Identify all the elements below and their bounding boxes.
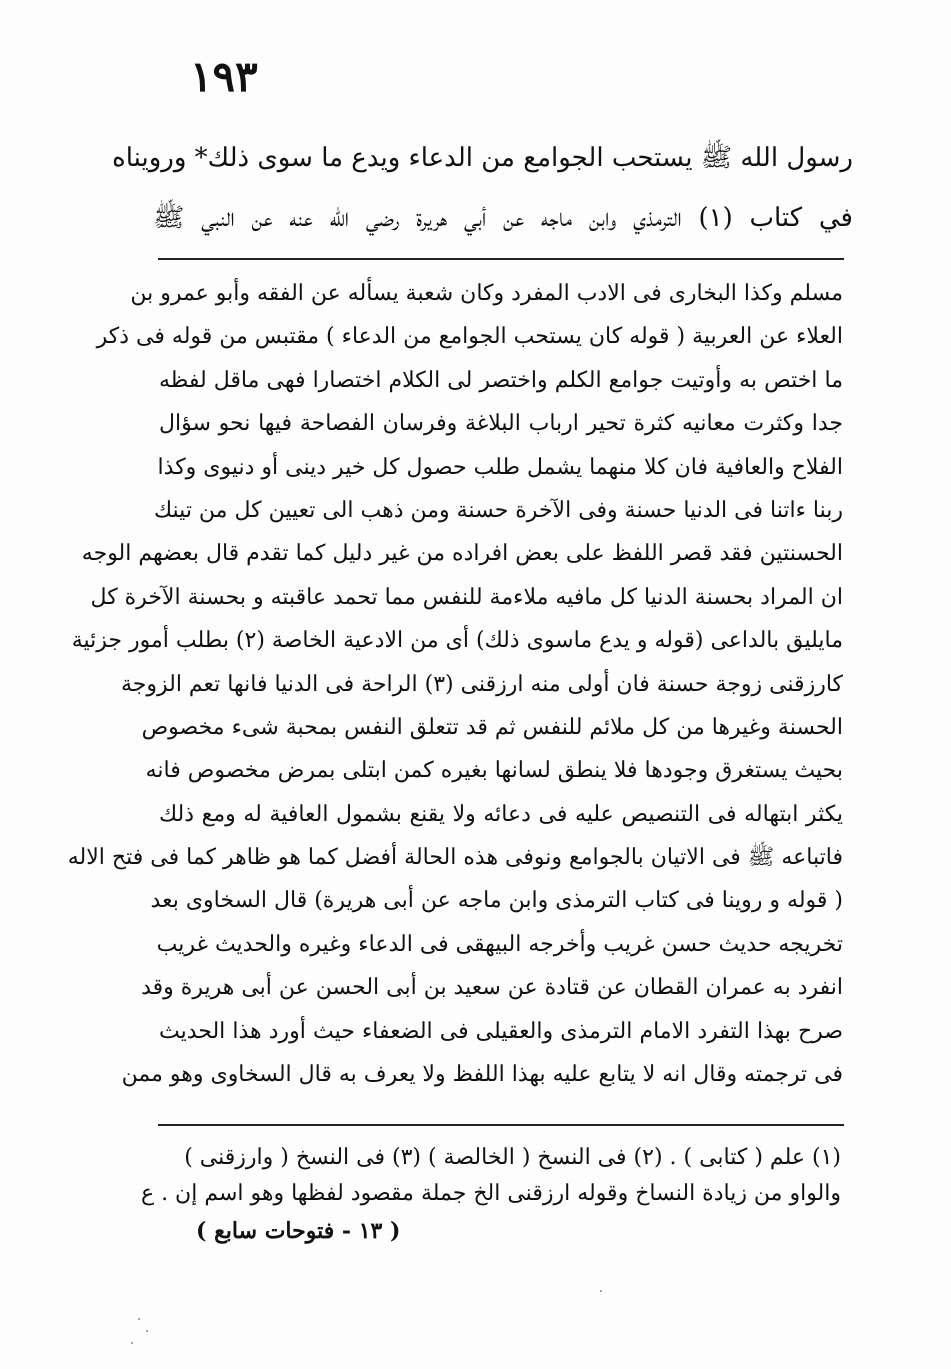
commentary-line: بحيث يستغرق وجودها فلا ينطق لسانها بغيره كمن ابتلى بمرض مخصوص فانه	[145, 758, 843, 784]
main-text-line: في كتاب (١) الترمذي وابن ماجه عن أبي هريرة رضي الله عنه عن النبي ﷺ	[153, 203, 853, 233]
footnote-line: (١) علم ( كتابى ) . (٢) فى النسخ ( الخالصة ) (٣) فى النسخ ( وارزقنى )	[184, 1145, 841, 1170]
commentary-line: مايليق بالداعى (قوله و يدع ماسوى ذلك) أى من الادعية الخاصة (٢) بطلب أمور جزئية	[71, 628, 843, 654]
commentary-line: الحسنتين فقد قصر اللفظ على بعض افراده من غير دليل كما تقدم قال بعضهم الوجه	[81, 541, 843, 567]
commentary-line: ربنا ءاتنا فى الدنيا حسنة وفى الآخرة حسنة ومن ذهب الى تعيين كل من تينك	[154, 497, 843, 523]
commentary-line: كارزقنى زوجة حسنة فان أولى منه ارزقنى (٣) الراحة فى الدنيا فانها تعم الزوجة	[120, 671, 843, 697]
commentary-line: ما اختص به وأوتيت جوامع الكلم واختصر لى الكلام اختصارا فهى ماقل لفظه	[159, 367, 843, 393]
bottom-divider-rule	[158, 1124, 844, 1126]
main-text-line: رسول الله ﷺ يستحب الجوامع من الدعاء ويدع ما سوى ذلك* ورويناه	[112, 143, 853, 173]
commentary-line: انفرد به عمران القطان عن قتادة عن سعيد بن أبى الحسن عن أبى هريرة وقد	[141, 975, 843, 1001]
commentary-line: جدا وكثرت معانيه كثرة تحير ارباب البلاغة وفرسان الفصاحة فيها نحو سؤال	[159, 411, 843, 437]
commentary-line: الفلاح والعافية فان كلا منهما يشمل طلب حصول كل خير دينى أو دنيوى وكذا	[157, 454, 843, 480]
footnotes-block	[140, 1140, 841, 1212]
main-text-block	[112, 128, 853, 248]
volume-signature: ( ١٣ - فتوحات سابع )	[196, 1218, 401, 1244]
commentary-line: فاتباعه ﷺ فى الاتيان بالجوامع ونوفى هذه الحالة أفضل كما هو ظاهر كما فى فتح الاله	[67, 845, 843, 871]
commentary-line: تخريجه حديث حسن غريب وأخرجه البيهقى فى الدعاء وغيره والحديث غريب	[156, 931, 843, 957]
commentary-line: مسلم وكذا البخارى فى الادب المفرد وكان شعبة يسأله عن الفقه وأبو عمرو بن	[130, 281, 843, 306]
commentary-line: فى ترجمته وقال انه لا يتابع عليه بهذا اللفظ ولا يعرف به قال السخاوى وهو ممن	[121, 1062, 843, 1088]
page-number: ١٩٣	[190, 52, 258, 101]
commentary-line: العلاء عن العربية ( قوله كان يستحب الجوامع من الدعاء ) مقتبس من قوله فى ذكر	[96, 324, 843, 350]
commentary-line: الحسنة وغيرها من كل ملائم للنفس ثم قد تتعلق النفس بمحبة شىء مخصوص	[141, 714, 843, 740]
commentary-line: يكثر ابتهاله فى التنصيص عليه فى دعائه ولا يقنع بشمول العافية له ومع ذلك	[159, 801, 843, 827]
scan-speck	[138, 1318, 140, 1320]
commentary-line: صرح بهذا التفرد الامام الترمذى والعقيلى فى الضعفاء حيث أورد هذا الحديث	[159, 1018, 843, 1044]
footnote-line: والواو من زيادة النساخ وقوله ارزقنى الخ جملة مقصود لفظها وهو اسم إن . ع	[140, 1181, 841, 1206]
top-divider-rule	[158, 258, 844, 260]
scan-speck	[131, 1342, 133, 1344]
scan-speck	[600, 1290, 602, 1292]
commentary-block	[67, 272, 843, 1096]
commentary-line: ان المراد بحسنة الدنيا كل مافيه ملاءمة للنفس مما تحمد عاقبته و بحسنة الآخرة كل	[90, 584, 843, 610]
scan-speck	[146, 1330, 148, 1332]
commentary-line: ( قوله و روينا فى كتاب الترمذى وابن ماجه عن أبى هريرة) قال السخاوى بعد	[150, 888, 843, 914]
